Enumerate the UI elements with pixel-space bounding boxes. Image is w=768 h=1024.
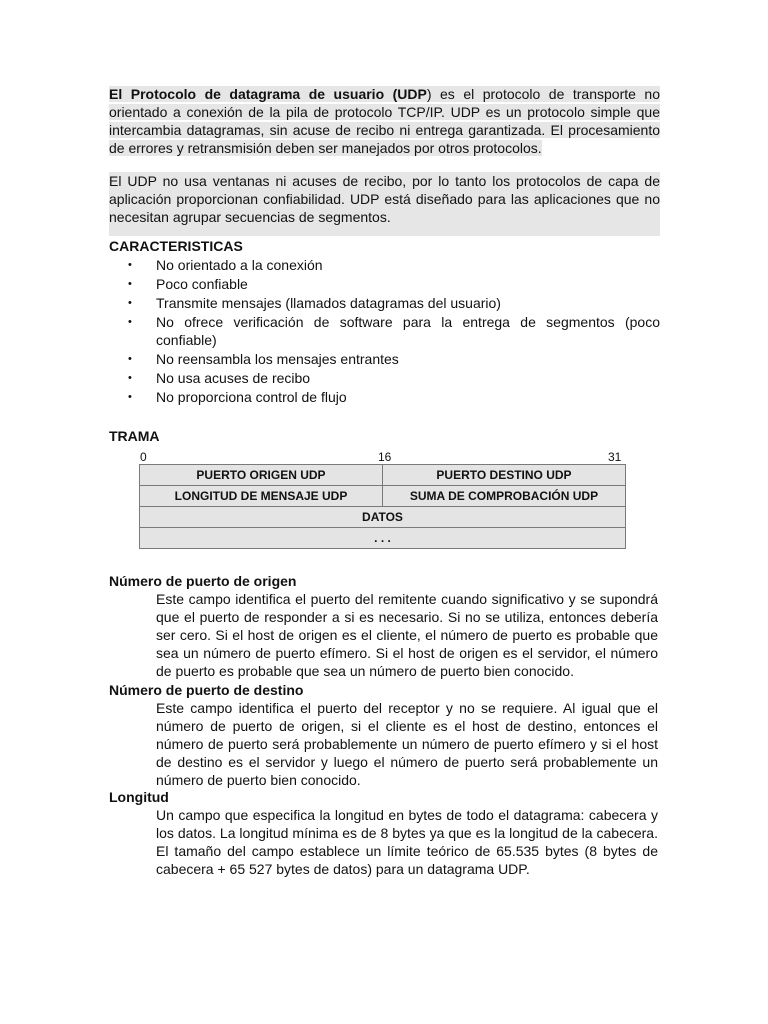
udp-frame-diagram: [139, 464, 626, 549]
intro-bold-term: El Protocolo de datagrama de usuario (UDP: [109, 86, 427, 102]
list-item: • No ofrece verificación de software para la entrega de segmentos (poco confiable): [128, 314, 660, 348]
bit-label-mid: 16: [378, 450, 392, 464]
field-body-source-port: Este campo identifica el puerto del remitente cuando significativo y se supondrá que el puerto de responder a si es necesario. Si no se utiliza, entonces debería ser cero. Si el host de origen es el cliente, el número de puerto es probable que sea un número de puerto efímero. Si el host de origen es el servidor, el número de puerto es probable que sea un número de puerto bien conocido.: [156, 591, 658, 679]
intro-paragraph-2: El UDP no usa ventanas ni acuses de recibo, por lo tanto los protocolos de capa de aplicación proporcionan confiabilidad. UDP está diseñado para las aplicaciones que no necesitan agrupar secuencias de segmentos.: [109, 172, 660, 236]
bullet-icon: •: [128, 353, 132, 365]
frame-cell-length: LONGITUD DE MENSAJE UDP: [140, 486, 383, 507]
bullet-icon: •: [128, 372, 132, 384]
frame-heading: TRAMA: [109, 428, 160, 444]
intro-paragraph-1: [109, 84, 660, 156]
list-item: • Transmite mensajes (llamados datagramas del usuario): [128, 295, 501, 311]
field-title-length: Longitud: [109, 789, 169, 805]
list-item: • Poco confiable: [128, 276, 248, 292]
intro-paragraph-1-text: ) es el protocolo de transporte no orientado a conexión de la pila de protocolo TCP/IP. UDP es un protocolo simple que intercambia datagramas, sin acuse de recibo ni entrega garantizada. El procesamiento de errores y retransmisión deben ser manejados por otros protocolos.: [109, 86, 660, 156]
bullet-icon: •: [128, 259, 132, 271]
list-item: • No orientado a la conexión: [128, 257, 323, 273]
frame-cell-src-port: PUERTO ORIGEN UDP: [140, 465, 383, 486]
bit-label-start: 0: [140, 450, 147, 464]
bullet-icon: •: [128, 278, 132, 290]
field-title-source-port: Número de puerto de origen: [109, 573, 297, 589]
features-list: [109, 256, 660, 407]
field-body-destination-port: Este campo identifica el puerto del receptor y no se requiere. Al igual que el número de puerto de origen, si el cliente es el host de destino, entonces el número de puerto será probablemente un número de puerto efímero y si el host de destino es el servidor y luego el número de puerto será probablemente un número de puerto bien conocido.: [156, 700, 658, 788]
bit-label-end: 31: [608, 450, 622, 464]
frame-cell-more: . . .: [140, 528, 626, 549]
frame-cell-data: DATOS: [140, 507, 626, 528]
list-item: • No proporciona control de flujo: [128, 389, 347, 405]
bullet-icon: •: [128, 316, 132, 328]
list-item: • No reensambla los mensajes entrantes: [128, 351, 399, 367]
field-title-destination-port: Número de puerto de destino: [109, 682, 304, 698]
features-heading: CARACTERISTICAS: [109, 238, 243, 254]
frame-cell-checksum: SUMA DE COMPROBACIÓN UDP: [383, 486, 626, 507]
bullet-icon: •: [128, 297, 132, 309]
field-body-length: Un campo que especifica la longitud en bytes de todo el datagrama: cabecera y los datos. La longitud mínima es de 8 bytes ya que es la longitud de la cabecera. El tamaño del campo establece un límite teórico de 65.535 bytes (8 bytes de cabecera + 65 527 bytes de datos) para un datagrama UDP.: [156, 807, 658, 877]
list-item: • No usa acuses de recibo: [128, 370, 311, 386]
bullet-icon: •: [128, 391, 132, 403]
frame-cell-dst-port: PUERTO DESTINO UDP: [383, 465, 626, 486]
